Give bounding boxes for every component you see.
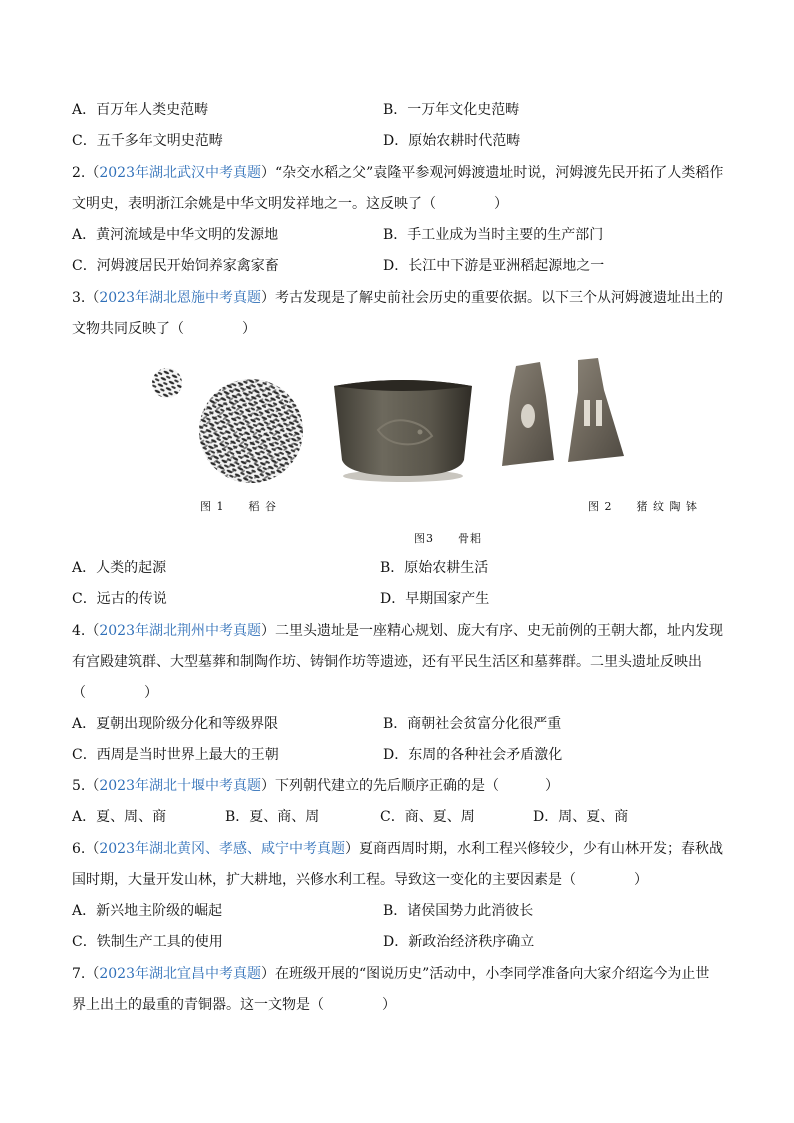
q4-option-b: B．商朝社会贫富分化很严重 <box>383 716 562 732</box>
q3-option-b: B．原始农耕生活 <box>380 560 489 576</box>
figure-2-caption: 图 2 猪 纹 陶 钵 <box>588 500 698 513</box>
q4-stem-line2: 有宫殿建筑群、大型墓葬和制陶作坊、铸铜作坊等遗迹，还有平民生活区和墓葬群。二里头遗址反映出 <box>72 654 702 670</box>
q3-source: 2023年湖北恩施中考真题 <box>99 290 261 306</box>
q6-option-d: D．新政治经济秩序确立 <box>383 934 535 950</box>
q5-option-c: C．商、夏、周 <box>380 809 475 825</box>
q4-stem-line1: 4.（2023年湖北荆州中考真题）二里头遗址是一座精心规划、庞大有序、史无前例的王朝大都，址内发现 <box>72 623 723 639</box>
q1-option-d: D．原始农耕时代范畴 <box>383 133 521 149</box>
q5-source: 2023年湖北十堰中考真题 <box>99 778 261 794</box>
q6-stem-line2: 国时期，大量开发山林，扩大耕地，兴修水利工程。导致这一变化的主要因素是（ ） <box>72 872 648 888</box>
q3-option-d: D．早期国家产生 <box>380 591 490 607</box>
q1-option-a: A．百万年人类史范畴 <box>72 102 209 118</box>
q4-option-a: A．夏朝出现阶级分化和等级界限 <box>72 716 279 732</box>
q5-stem-line1: 5.（2023年湖北十堰中考真题）下列朝代建立的先后顺序正确的是（ ） <box>72 778 559 794</box>
q2-stem-line2: 文明史，表明浙江余姚是中华文明发祥地之一。这反映了（ ） <box>72 196 508 212</box>
q4-option-c: C．西周是当时世界上最大的王朝 <box>72 747 279 763</box>
q6-option-a: A．新兴地主阶级的崛起 <box>72 903 223 919</box>
q5-option-d: D．周、夏、商 <box>533 809 629 825</box>
q5-option-b: B．夏、商、周 <box>225 809 320 825</box>
figure-1-caption: 图 1 稻 谷 <box>200 500 277 513</box>
q3-option-a: A．人类的起源 <box>72 560 167 576</box>
q2-option-b: B．手工业成为当时主要的生产部门 <box>383 227 604 243</box>
q6-stem-line1: 6.（2023年湖北黄冈、孝感、咸宁中考真题）夏商西周时期，水利工程兴修较少，少有山林开发；春秋战 <box>72 841 723 857</box>
q2-source: 2023年湖北武汉中考真题 <box>99 165 261 181</box>
q4-stem-line3: （ ） <box>72 685 158 701</box>
q5-option-a: A．夏、周、商 <box>72 809 167 825</box>
q2-option-d: D．长江中下游是亚洲稻起源地之一 <box>383 258 605 274</box>
q2-stem-line1: 2.（2023年湖北武汉中考真题）“杂交水稻之父”袁隆平参观河姆渡遗址时说，河姆渡先民开拓了人类稻作 <box>72 165 724 181</box>
q4-source: 2023年湖北荆州中考真题 <box>99 623 261 639</box>
q6-source: 2023年湖北黄冈、孝感、咸宁中考真题 <box>99 841 345 857</box>
figure-3-caption: 图3 骨耜 <box>414 532 482 545</box>
q2-option-a: A．黄河流域是中华文明的发源地 <box>72 227 279 243</box>
pig-pattern-pottery-bowl-image <box>328 372 478 484</box>
q1-option-c: C．五千多年文明史范畴 <box>72 133 223 149</box>
q6-option-c: C．铁制生产工具的使用 <box>72 934 223 950</box>
rice-grains-image <box>140 358 310 488</box>
q3-option-c: C．远古的传说 <box>72 591 167 607</box>
q3-stem-line1: 3.（2023年湖北恩施中考真题）考古发现是了解史前社会历史的重要依据。以下三个从河姆渡遗址出土的 <box>72 290 723 306</box>
q6-option-b: B．诸侯国势力此消彼长 <box>383 903 534 919</box>
q7-stem-line1: 7.（2023年湖北宜昌中考真题）在班级开展的“图说历史”活动中，小李同学准备向大家介绍迄今为止世 <box>72 966 710 982</box>
bone-spade-image <box>494 356 644 474</box>
q2-option-c: C．河姆渡居民开始饲养家禽家畜 <box>72 258 279 274</box>
q7-source: 2023年湖北宜昌中考真题 <box>99 966 261 982</box>
q7-stem-line2: 界上出土的最重的青铜器。这一文物是（ ） <box>72 997 396 1013</box>
q3-stem-line2: 文物共同反映了（ ） <box>72 321 256 337</box>
q1-option-b: B．一万年文化史范畴 <box>383 102 520 118</box>
q4-option-d: D．东周的各种社会矛盾激化 <box>383 747 563 763</box>
